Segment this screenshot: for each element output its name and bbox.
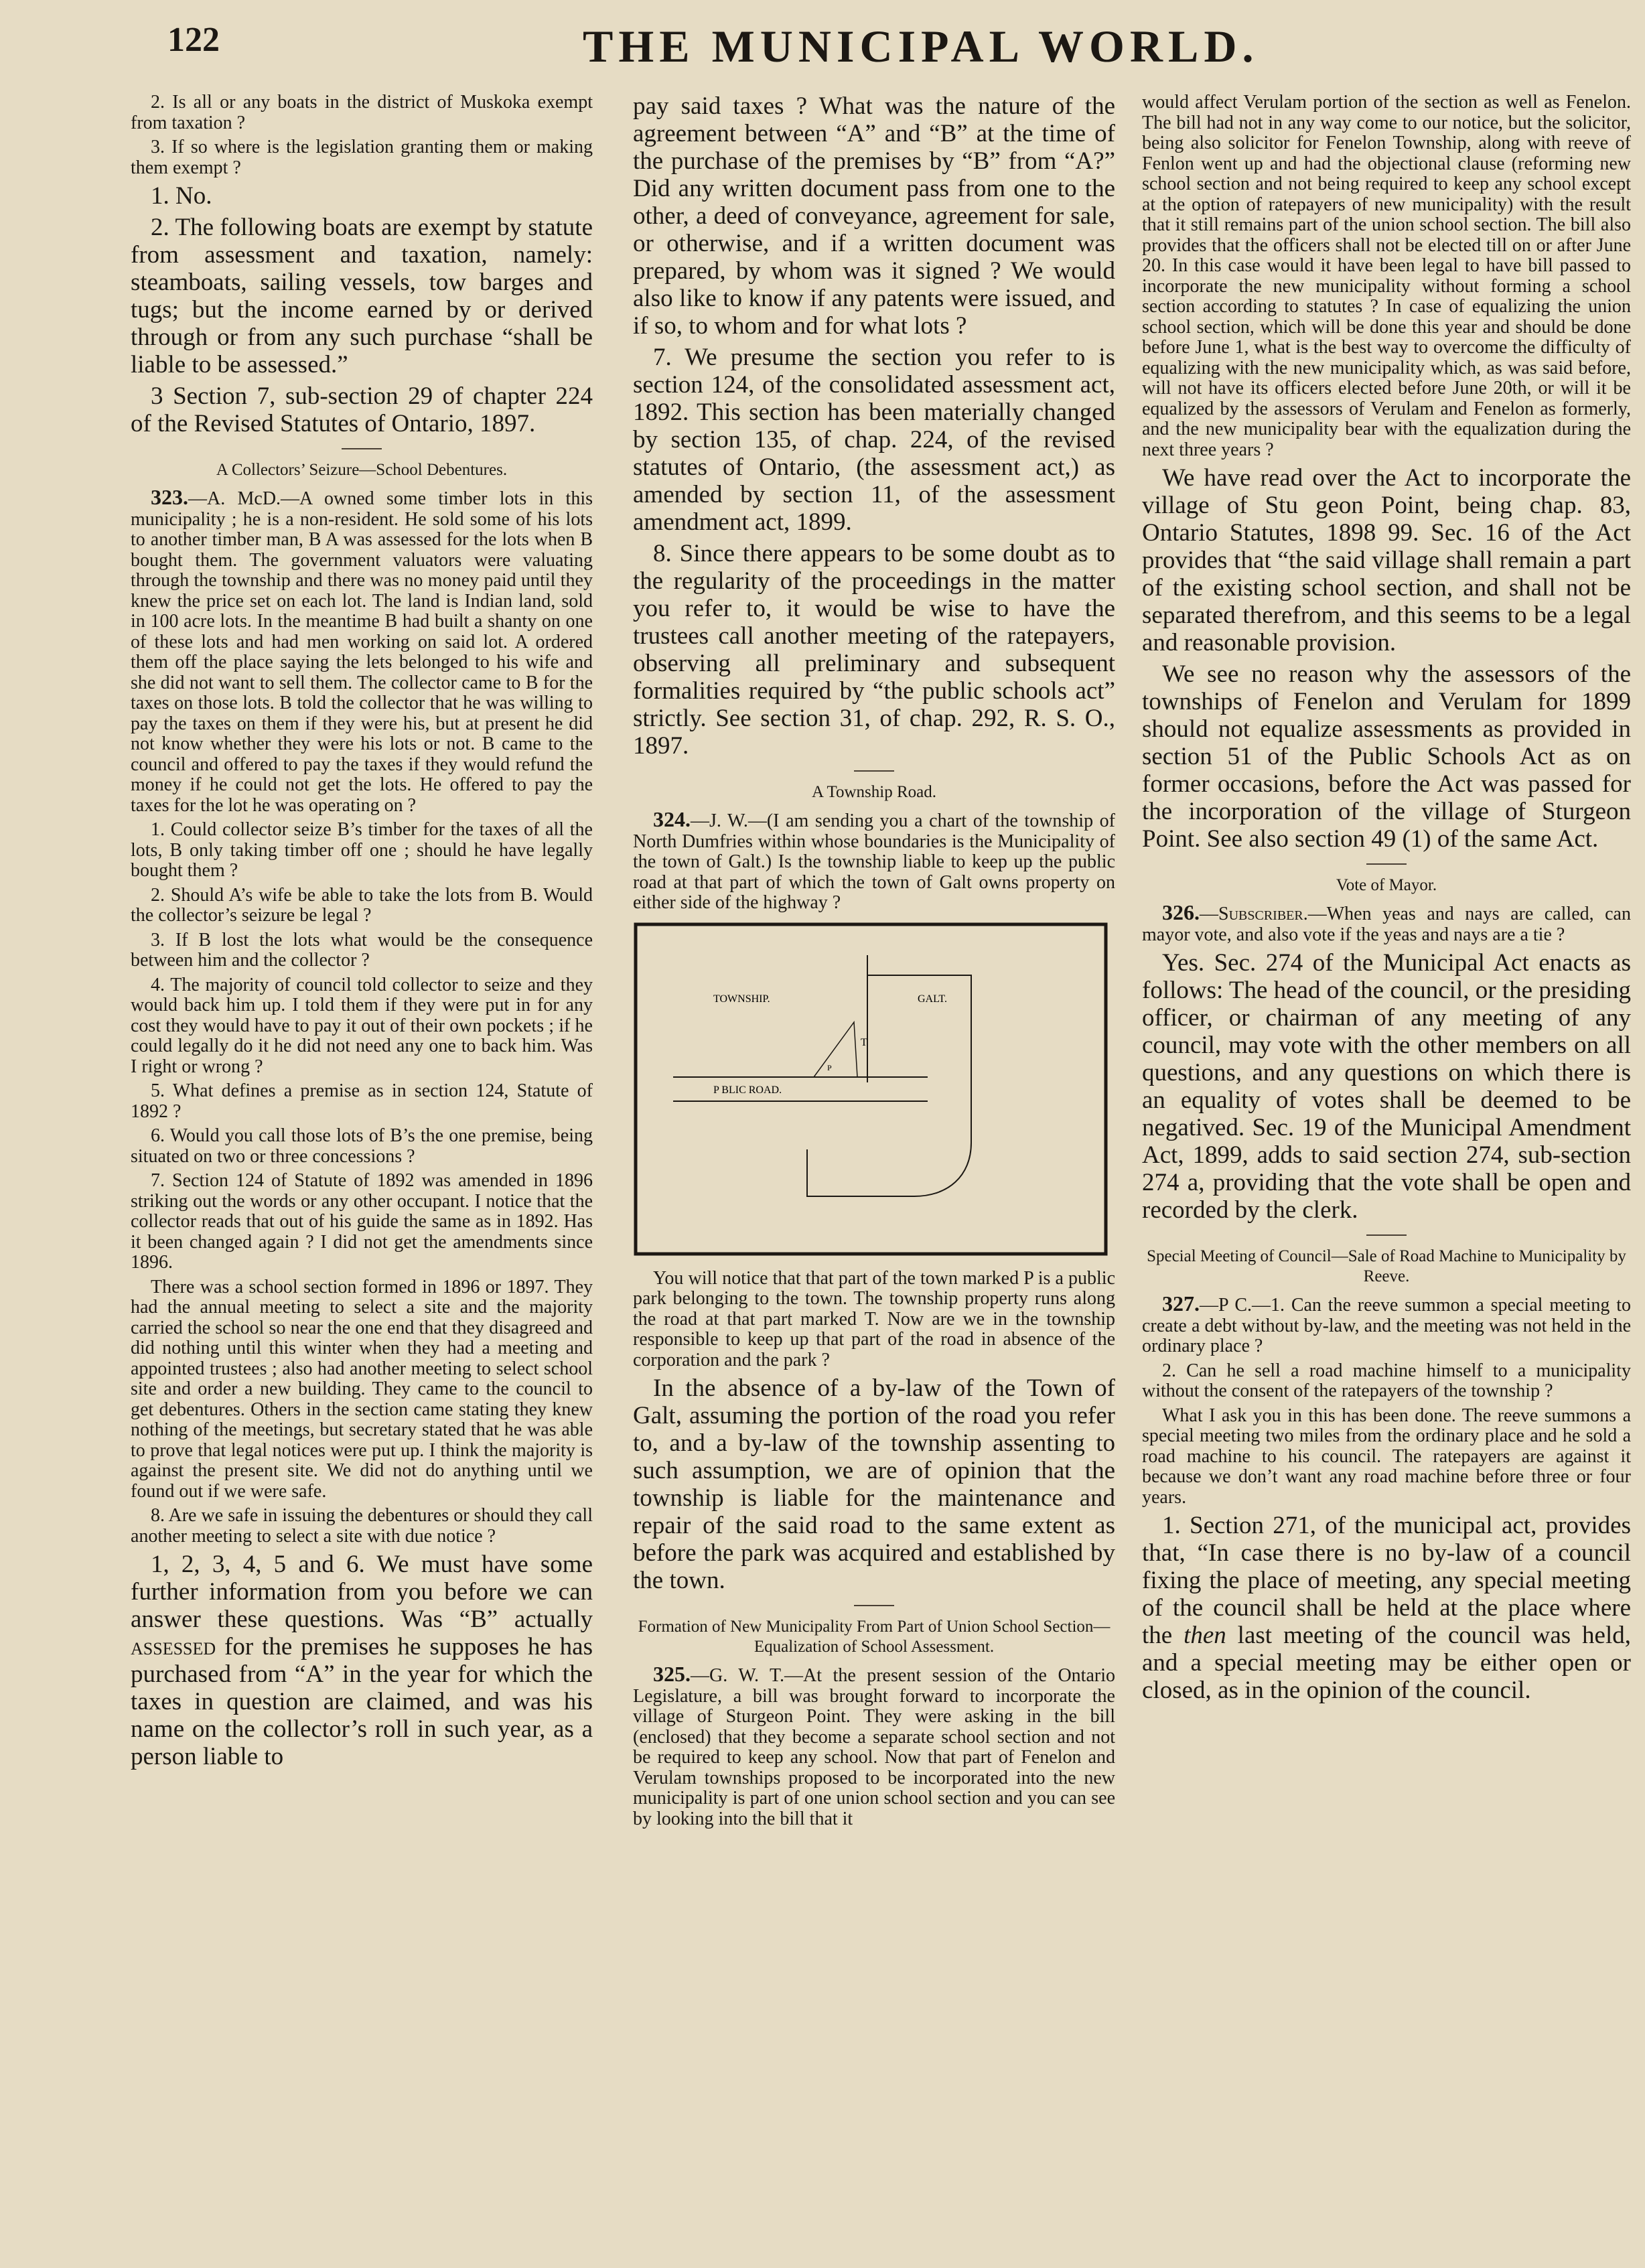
- divider: [1366, 863, 1407, 865]
- question-327: [1142, 1293, 1631, 1357]
- question-number: 323.: [151, 485, 188, 509]
- map-label-t: T: [861, 1036, 867, 1048]
- map-label-galt: GALT.: [918, 993, 947, 1005]
- question-323-8: 8. Are we safe in issuing the debentures or should they call another meeting to select a site with due notice ?: [131, 1505, 593, 1547]
- question-number: 324.: [653, 807, 691, 831]
- township-road-chart-svg: [633, 922, 1108, 1257]
- divider: [854, 770, 894, 772]
- question-323-1: 1. Could collector seize B’s timber for the taxes of all the lots, B only taking timber off one ; should he have legally bought them ?: [131, 819, 593, 881]
- question-3: 3. If so where is the legislation granting them or making them exempt ?: [131, 137, 593, 178]
- answer-326: Yes. Sec. 274 of the Municipal Act enacts as follows: The head of the council, or the presiding officer, or chairman of any meeting of any council, may vote with the other members on all questions, and any questions on which there is an equality of votes shall be deemed to be negatived. Sec. 19 of the Municipal Amendment Act, 1899, adds to said section 274, sub-section 274 a, providing that the vote shall be open and recorded by the clerk.: [1142, 949, 1631, 1224]
- question-325: [633, 1664, 1115, 1829]
- question-324-notice: You will notice that that part of the town marked P is a public park belonging to the town. The township property runs along the road at that part marked T. Now are we in the township responsible to keep up that part of the road in absence of the corporation and the park ?: [633, 1267, 1115, 1370]
- question-body: —G. W. T.—At the present session of the Ontario Legislature, a bill was brought forward to incorporate the village of Sturgeon Point. They were asking in the bill (enclosed) that they become a separate school section and not be required to keep any school. Now that part of Fenelon and Verulam townships proposed to be incorporated into the new municipality is part of one union school section and you can see by looking into the bill that it: [633, 1665, 1115, 1829]
- answer-323: 1, 2, 3, 4, 5 and 6. We must have some further information from you before we can answer these questions. Was “B” actually assessed for the premises he supposes he has purchased from “A” in the year for which the taxes in question are claimed, and was his name on the collector’s roll in such year, as a person liable to: [131, 1551, 593, 1770]
- section-heading-327: Special Meeting of Council—Sale of Road Machine to Municipality by Reeve.: [1147, 1247, 1626, 1285]
- question-2: 2. Is all or any boats in the district of Muskoka exempt from taxation ?: [131, 92, 593, 133]
- answer-323-8: 8. Since there appears to be some doubt as to the regularity of the proceedings in the matter you refer to, it would be wise to have the trustees call another meeting of the ratepayers, observing all preliminary and subsequent formalities required by “the public schools act” strictly. See section 31, of chap. 292, R. S. O., 1897.: [633, 540, 1115, 760]
- question-number: 327.: [1162, 1291, 1200, 1316]
- question-326: [1142, 902, 1631, 945]
- question-body: —When yeas and nays are called, can mayor vote, and also vote if the yeas and nays are a tie ?: [1142, 904, 1631, 945]
- section-heading-323: A Collectors’ Seizure—School Debentures.: [216, 461, 508, 479]
- answer-1: 1. No.: [151, 182, 212, 210]
- map-label-township: TOWNSHIP.: [713, 993, 770, 1005]
- divider: [342, 448, 382, 449]
- question-323-4: 4. The majority of council told collector to seize and they would back him up. I told them if they were put in for any cost they would have to pay it out of their own pockets ; if he could legally do it he did not need any one to back him. Was I right or wrong ?: [131, 974, 593, 1077]
- answer-323-continued: pay said taxes ? What was the nature of the agreement between “A” and “B” at the time of the purchase of the premises by “B” from “A?” Did any written document pass from one to the other, a deed of conveyance, agreement for sale, or otherwise, and if a written document was prepared, by whom was it signed ? We would also like to know if any patents were issued, and if so, to whom and for what lots ?: [633, 92, 1115, 340]
- answer-325-1: We have read over the Act to incorporate the village of Stu geon Point, being chap. 83, Ontario Statutes, 1898 99. Sec. 16 of the Act provides that “the said village shall remain a part of the existing school section, and shall not be separated therefrom, and this seems to be a legal and reasonable provision.: [1142, 464, 1631, 656]
- column-left: [131, 92, 593, 1774]
- answer-325-2: We see no reason why the assessors of the townships of Fenelon and Verulam for 1899 should not equalize assessments as provided in section 51 of the Public Schools Act as on former occasions, before the Act was passed for the incorporation of the village of Sturgeon Point. See also section 49 (1) of the same Act.: [1142, 660, 1631, 853]
- question-327-3: What I ask you in this has been done. The reeve summons a special meeting two miles from the ordinary place and he sold a road machine to his council. The ratepayers are against it because we don’t want any road machine before three or four years.: [1142, 1405, 1631, 1508]
- question-number: 325.: [653, 1662, 691, 1686]
- answer-327-1: 1. Section 271, of the municipal act, provides that, “In case there is no by-law of a council fixing the place of meeting, any special meeting of the council shall be held at the place where the then last meeting of the council was held, and a special meeting may be either open or closed, as in the opinion of the council.: [1142, 1512, 1631, 1704]
- answer-3: 3 Section 7, sub-section 29 of chapter 224 of the Revised Statutes of Ontario, 1897.: [131, 382, 593, 437]
- question-327-2: 2. Can he sell a road machine himself to a municipality without the consent of the ratepayers of the township ?: [1142, 1360, 1631, 1401]
- map-label-p: P: [827, 1062, 832, 1072]
- question-body: —J. W.—(I am sending you a chart of the township of North Dumfries within whose boundaries is the Municipality of the town of Galt.) Is the township liable to keep up the public road at that part of which the town of Galt owns property on either side of the highway ?: [633, 810, 1115, 913]
- column-right: [1142, 92, 1631, 1708]
- question-323: [131, 487, 593, 816]
- question-324: [633, 809, 1115, 914]
- answer-2: 2. The following boats are exempt by statute from assessment and taxation, namely: steamboats, sailing vessels, tow barges and tugs; but the income earned by or derived through or from any such purchase “shall be liable to be assessed.”: [131, 214, 593, 378]
- question-323-3: 3. If B lost the lots what would be the consequence between him and the collector ?: [131, 929, 593, 971]
- masthead-title: THE MUNICIPAL WORLD.: [583, 21, 1259, 72]
- divider: [1366, 1234, 1407, 1236]
- question-323-7: 7. Section 124 of Statute of 1892 was amended in 1896 striking out the words or any other occupant. I notice that the collector reads that out of his guide the same as in 1892. Has it been changed again ? I did not get the amendments since 1896.: [131, 1170, 593, 1273]
- question-number: 326.: [1162, 900, 1200, 924]
- divider: [854, 1605, 894, 1606]
- section-heading-325: Formation of New Municipality From Part of Union School Section—Equalization of School Assessment.: [638, 1618, 1111, 1656]
- township-road-chart: [633, 922, 1115, 1257]
- answer-324: In the absence of a by-law of the Town of Galt, assuming the portion of the road you refer to, and a by-law of the township assenting to such assumption, we are of opinion that the township is liable for the maintenance and repair of the said road to the same extent as before the park was acquired and established by the town.: [633, 1374, 1115, 1594]
- section-heading-324: A Township Road.: [812, 783, 936, 801]
- section-heading-326: Vote of Mayor.: [1336, 876, 1437, 894]
- question-323-5: 5. What defines a premise as in section 124, Statute of 1892 ?: [131, 1080, 593, 1122]
- question-323-6: 6. Would you call those lots of B’s the one premise, being situated on two or three concessions ?: [131, 1125, 593, 1167]
- page-number: 122: [167, 21, 220, 59]
- question-323-2: 2. Should A’s wife be able to take the lots from B. Would the collector’s seizure be legal ?: [131, 884, 593, 926]
- question-body: —P C.—1. Can the reeve summon a special meeting to create a debt without by-law, and the meeting was not held in the ordinary place ?: [1142, 1295, 1631, 1356]
- township-parcel-t: [814, 1022, 857, 1077]
- question-323-school: There was a school section formed in 1896 or 1897. They had the annual meeting to select a site and the majority carried the school so near the one end that they disagreed and did nothing until this winter when they had a meeting and appointed trustees ; also had another meeting to select school site and order a new building. They came to the council to get debentures. Others in the section came stating they knew nothing of the meetings, but secretary stated that he was able to prove that legal notices were put up. I think the majority is against the present site. We did not do anything until we found out if we were safe.: [131, 1276, 593, 1502]
- question-325-continued: would affect Verulam portion of the section as well as Fenelon. The bill had not in any way come to our notice, but the solicitor, being also solicitor for Fenelon Township, along with reeve of Fenlon went up and had the objectional clause (reforming new school section and not being required to keep any school except at the option of ratepayers of new municipality) with the result that it still remains part of the union school section. The bill also provides that the officers shall not be elected till on or after June 20. In this case would it have been legal to have bill passed to incorporate the new municipality without forming a school section according to statutes ? In case of equalizing the union school section, which will be done this year and should be done before June 1, what is the best way to overcome the difficulty of equalizing with the new municipality which, as was said before, will not have its officers elected before June 20th, or will it be equalized by the assessors of Verulam and Fenelon as formerly, and the new municipality bear with the equalization during the next three years ?: [1142, 92, 1631, 460]
- map-label-road: P BLIC ROAD.: [713, 1084, 782, 1096]
- question-author: —Subscriber.: [1200, 904, 1308, 924]
- galt-boundary-curve: [807, 975, 971, 1196]
- answer-323-7: 7. We presume the section you refer to is section 124, of the consolidated assessment act, 1892. This section has been materially changed by section 135, of chap. 224, of the revised statutes of Ontario, (the assessment act,) as amended by section 11, of the assessment amendment act, 1899.: [633, 344, 1115, 536]
- column-middle: [633, 92, 1115, 1833]
- chart-border: [636, 924, 1106, 1254]
- question-body: —A. McD.—A owned some timber lots in this municipality ; he is a non-resident. He sold some of his lots to another timber man, B A was assessed for the lots when B bought them. The government valuators were valuating through the township and there was no money paid until they knew the price set on each lot. The land is Indian land, sold in 100 acre lots. In the meantime B had built a shanty on one of these lots and had men working on said lot. A ordered them off the place saying the lets belonged to his wife and she did not want to sell them. The collector came to B for the taxes on those lots. B told the collector that he was willing to pay the taxes on them if they were his, but at present he did not know whether they were his lots or not. B came to the council and offered to pay the taxes if they would refund the money if he could not get the lots. He offered to pay the taxes for the lot he was operating on ?: [131, 488, 593, 816]
